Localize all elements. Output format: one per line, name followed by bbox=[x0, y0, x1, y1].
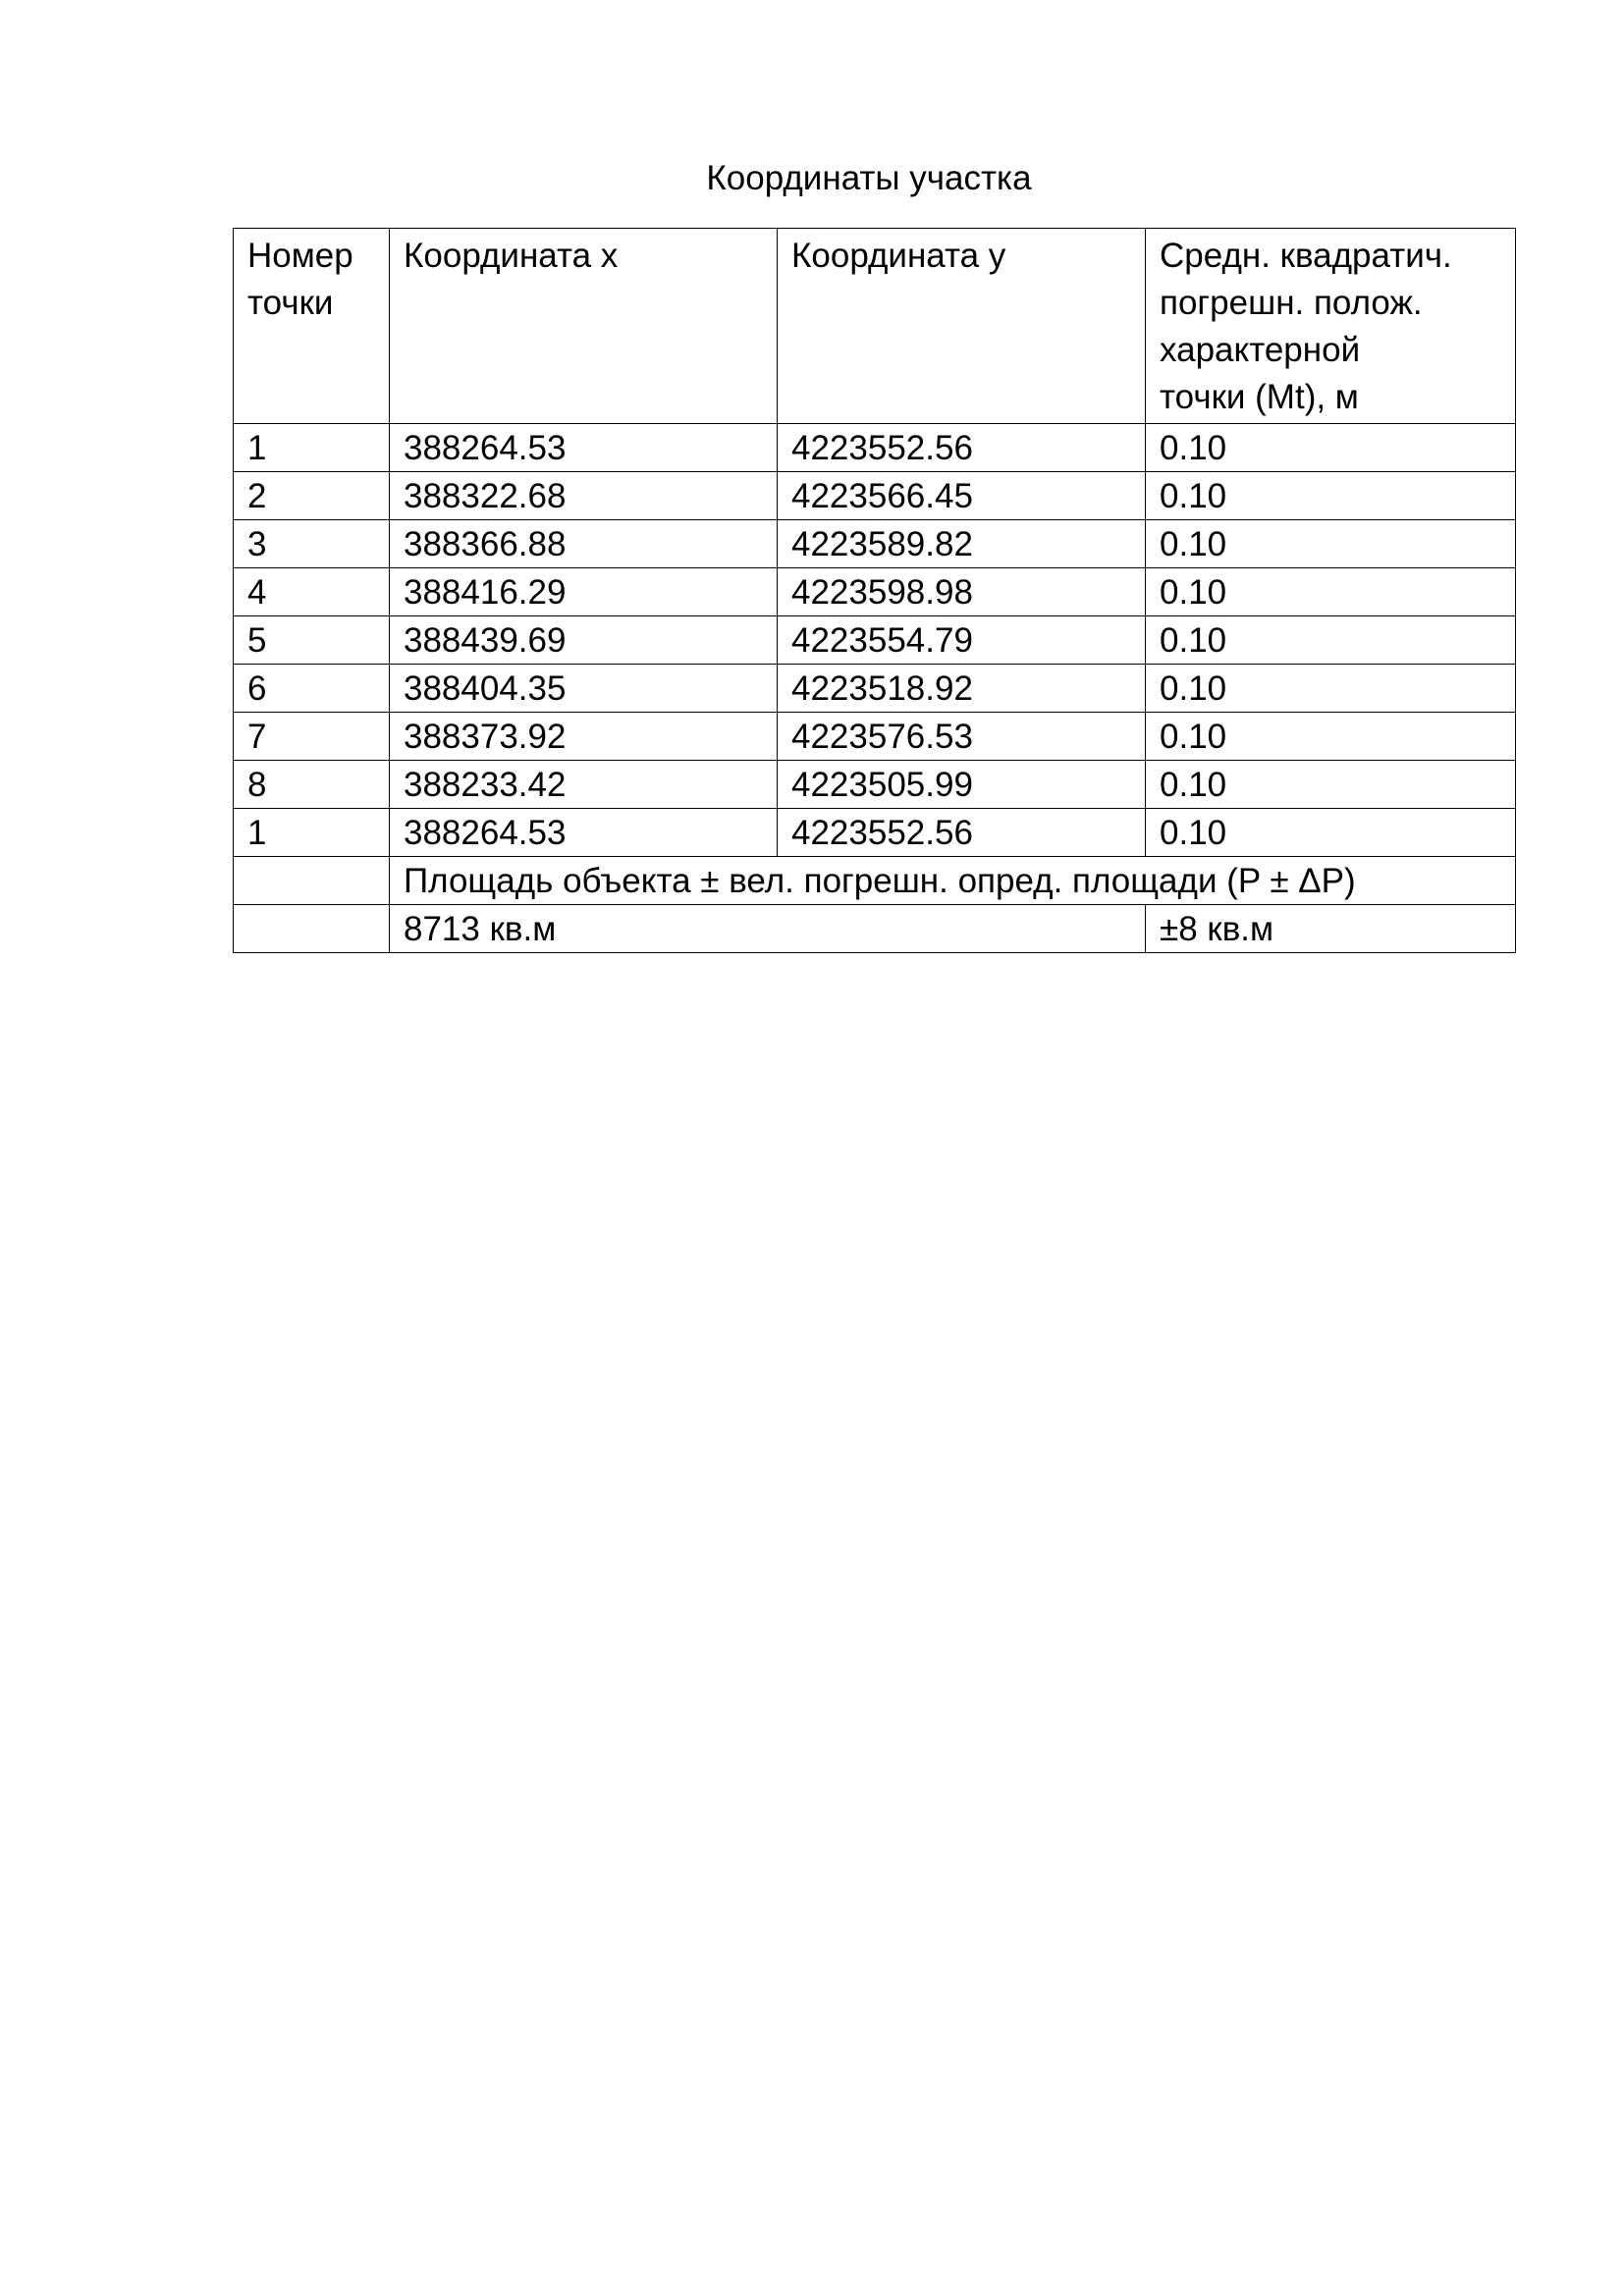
header-line: Средн. квадратич. bbox=[1160, 237, 1452, 275]
table-row bbox=[234, 424, 1516, 472]
mean-square-error: 0.10 bbox=[1146, 665, 1516, 713]
area-label: Площадь объекта ± вел. погрешн. опред. площади (P ± ΔP) bbox=[390, 857, 1516, 905]
mean-square-error: 0.10 bbox=[1146, 520, 1516, 568]
area-label-row bbox=[234, 857, 1516, 905]
coordinate-x: 388416.29 bbox=[390, 568, 778, 616]
table-row bbox=[234, 665, 1516, 713]
coordinate-y: 4223589.82 bbox=[778, 520, 1146, 568]
table-header-row bbox=[234, 229, 1516, 424]
coordinate-x: 388366.88 bbox=[390, 520, 778, 568]
coordinate-x: 388404.35 bbox=[390, 665, 778, 713]
header-line: Координата у bbox=[791, 237, 1006, 275]
coordinate-y: 4223566.45 bbox=[778, 472, 1146, 520]
empty-cell bbox=[234, 857, 390, 905]
table-row bbox=[234, 713, 1516, 761]
header-line: точки bbox=[247, 284, 334, 322]
header-point-number bbox=[234, 229, 390, 424]
coordinate-x: 388233.42 bbox=[390, 761, 778, 809]
coordinate-x: 388264.53 bbox=[390, 809, 778, 857]
coordinate-x: 388439.69 bbox=[390, 616, 778, 665]
table-row bbox=[234, 616, 1516, 665]
coordinate-x: 388322.68 bbox=[390, 472, 778, 520]
point-number: 1 bbox=[234, 424, 390, 472]
coordinate-x: 388373.92 bbox=[390, 713, 778, 761]
table-row bbox=[234, 568, 1516, 616]
mean-square-error: 0.10 bbox=[1146, 809, 1516, 857]
mean-square-error: 0.10 bbox=[1146, 472, 1516, 520]
point-number: 8 bbox=[234, 761, 390, 809]
coordinate-y: 4223518.92 bbox=[778, 665, 1146, 713]
coordinates-table bbox=[233, 228, 1516, 953]
mean-square-error: 0.10 bbox=[1146, 568, 1516, 616]
header-coordinate-y bbox=[778, 229, 1146, 424]
point-number: 7 bbox=[234, 713, 390, 761]
mean-square-error: 0.10 bbox=[1146, 424, 1516, 472]
header-line: погрешн. полож. bbox=[1160, 284, 1423, 322]
point-number: 5 bbox=[234, 616, 390, 665]
point-number: 3 bbox=[234, 520, 390, 568]
area-error: ±8 кв.м bbox=[1146, 905, 1516, 953]
table-row bbox=[234, 472, 1516, 520]
coordinate-y: 4223554.79 bbox=[778, 616, 1146, 665]
coordinate-y: 4223598.98 bbox=[778, 568, 1146, 616]
area-value-row bbox=[234, 905, 1516, 953]
page-title: Координаты участка bbox=[706, 159, 1032, 197]
header-line: точки (Mt), м bbox=[1160, 378, 1359, 416]
point-number: 6 bbox=[234, 665, 390, 713]
coordinate-y: 4223576.53 bbox=[778, 713, 1146, 761]
mean-square-error: 0.10 bbox=[1146, 616, 1516, 665]
point-number: 2 bbox=[234, 472, 390, 520]
point-number: 4 bbox=[234, 568, 390, 616]
header-line: Координата х bbox=[404, 237, 619, 275]
coordinate-y: 4223505.99 bbox=[778, 761, 1146, 809]
mean-square-error: 0.10 bbox=[1146, 761, 1516, 809]
coordinate-y: 4223552.56 bbox=[778, 809, 1146, 857]
table-row bbox=[234, 761, 1516, 809]
point-number: 1 bbox=[234, 809, 390, 857]
table-row bbox=[234, 520, 1516, 568]
header-coordinate-x bbox=[390, 229, 778, 424]
header-line: характерной bbox=[1160, 331, 1361, 369]
area-value: 8713 кв.м bbox=[390, 905, 1146, 953]
header-line: Номер bbox=[247, 237, 353, 275]
header-mean-square-error bbox=[1146, 229, 1516, 424]
mean-square-error: 0.10 bbox=[1146, 713, 1516, 761]
table-row bbox=[234, 809, 1516, 857]
coordinate-x: 388264.53 bbox=[390, 424, 778, 472]
empty-cell bbox=[234, 905, 390, 953]
coordinate-y: 4223552.56 bbox=[778, 424, 1146, 472]
